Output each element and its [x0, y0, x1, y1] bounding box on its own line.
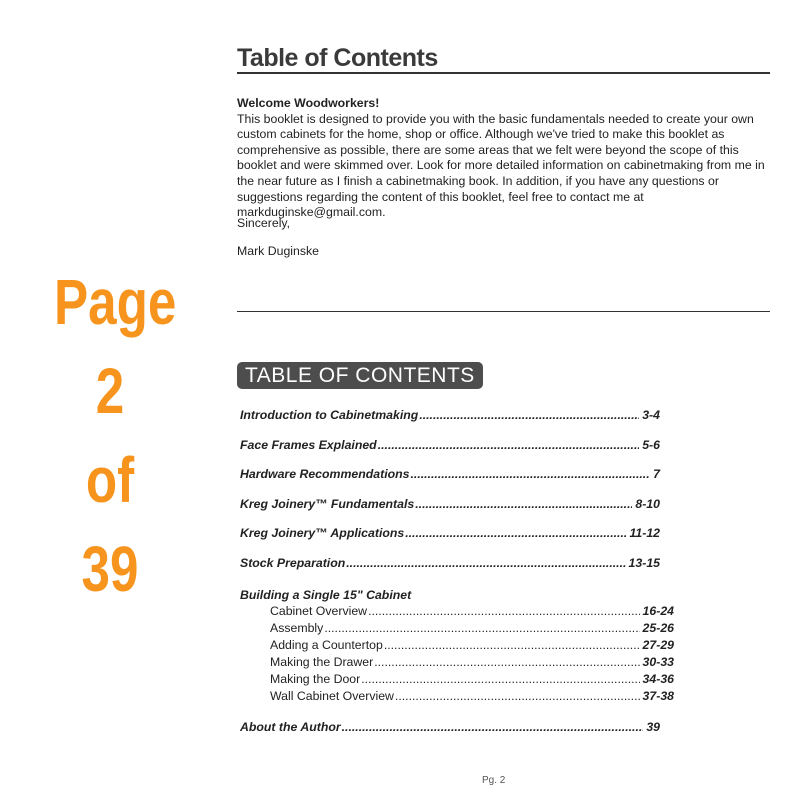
toc-entry-label: Introduction to Cabinetmaking [240, 408, 419, 422]
toc-subentry[interactable] [270, 655, 674, 669]
leader-dots [342, 720, 644, 734]
toc-entry-label: Cabinet Overview [270, 604, 368, 618]
toc-entry-label: About the Author [240, 720, 341, 734]
leader-dots [395, 689, 640, 703]
page-indicator-of: of [85, 444, 135, 516]
toc-subentry[interactable] [270, 621, 674, 635]
leader-dots [419, 408, 639, 422]
page-title: Table of Contents [237, 44, 438, 72]
toc-entry-label: Assembly [270, 621, 324, 635]
toc-entry-label: Hardware Recommendations [240, 467, 410, 481]
page-indicator-word: Page [54, 266, 177, 338]
toc-subentry[interactable] [270, 604, 674, 618]
toc-subentry[interactable] [270, 689, 674, 703]
toc-entry-pages: 3-4 [642, 408, 660, 422]
leader-dots [405, 526, 626, 540]
toc-subentry[interactable] [270, 638, 674, 652]
toc-entry-pages: 13-15 [628, 556, 660, 570]
intro-text [237, 96, 777, 221]
toc-entry-pages: 5-6 [642, 438, 660, 452]
toc-entry-label: Kreg Joinery™ Fundamentals [240, 497, 415, 511]
page-indicator-number: 2 [95, 355, 125, 427]
toc-entry[interactable] [240, 556, 660, 570]
section-title-label: Building a Single 15" Cabinet [240, 588, 412, 602]
intro-body: This booklet is designed to provide you with the basic fundamentals needed to create your own custom cabinets for the home, shop or office. Although we've tried to make this booklet as comprehensive as possible, there are some areas that we felt were beyond the scope of this booklet and were skimmed over. Look for more detailed information on cabinetmaking from me in the near future as I finish a cabinetmaking book. In addition, if you have any questions or suggestions regarding the content of this booklet, feel free to contact me at markduginske@gmail.com. [237, 111, 765, 220]
toc-entry-label: Making the Door [270, 672, 361, 686]
leader-dots [374, 655, 639, 669]
leader-dots [410, 467, 650, 481]
toc-entry-pages: 7 [653, 467, 660, 481]
toc-entry-pages: 34-36 [642, 672, 674, 686]
toc-entry-pages: 30-33 [642, 655, 674, 669]
leader-dots [361, 672, 639, 686]
toc-entry[interactable] [240, 720, 660, 734]
toc-entry-label: Stock Preparation [240, 556, 346, 570]
divider [237, 311, 770, 312]
greeting: Welcome Woodworkers! [237, 96, 380, 110]
toc-entry-label: Kreg Joinery™ Applications [240, 526, 405, 540]
toc-entry-pages: 39 [646, 720, 660, 734]
leader-dots [384, 638, 640, 652]
leader-dots [324, 621, 639, 635]
toc-badge: TABLE OF CONTENTS [237, 362, 483, 389]
toc-entry-label: Wall Cabinet Overview [270, 689, 394, 703]
toc-subentry[interactable] [270, 672, 674, 686]
toc-entry-pages: 25-26 [642, 621, 674, 635]
toc-entry-pages: 11-12 [629, 526, 660, 540]
leader-dots [415, 497, 632, 511]
toc-entry-pages: 27-29 [642, 638, 674, 652]
toc-entry[interactable] [240, 438, 660, 452]
page-footer: Pg. 2 [482, 775, 506, 786]
divider [237, 72, 770, 74]
signature: Mark Duginske [237, 244, 320, 258]
closing: Sincerely, [237, 216, 291, 230]
toc-entry[interactable] [240, 497, 660, 511]
toc-section-title[interactable] [240, 588, 660, 602]
leader-dots [368, 604, 639, 618]
toc-entry-pages: 16-24 [642, 604, 674, 618]
toc-entry-label: Making the Drawer [270, 655, 374, 669]
leader-dots [378, 438, 640, 452]
toc-entry-label: Adding a Countertop [270, 638, 383, 652]
toc-entry[interactable] [240, 526, 660, 540]
toc-entry[interactable] [240, 467, 660, 481]
toc-entry-label: Face Frames Explained [240, 438, 377, 452]
leader-dots [346, 556, 625, 570]
toc-entry[interactable] [240, 408, 660, 422]
page-indicator [54, 262, 177, 618]
toc-entry-pages: 37-38 [642, 689, 674, 703]
toc-entry-pages: 8-10 [635, 497, 660, 511]
page-indicator-total: 39 [81, 533, 139, 605]
